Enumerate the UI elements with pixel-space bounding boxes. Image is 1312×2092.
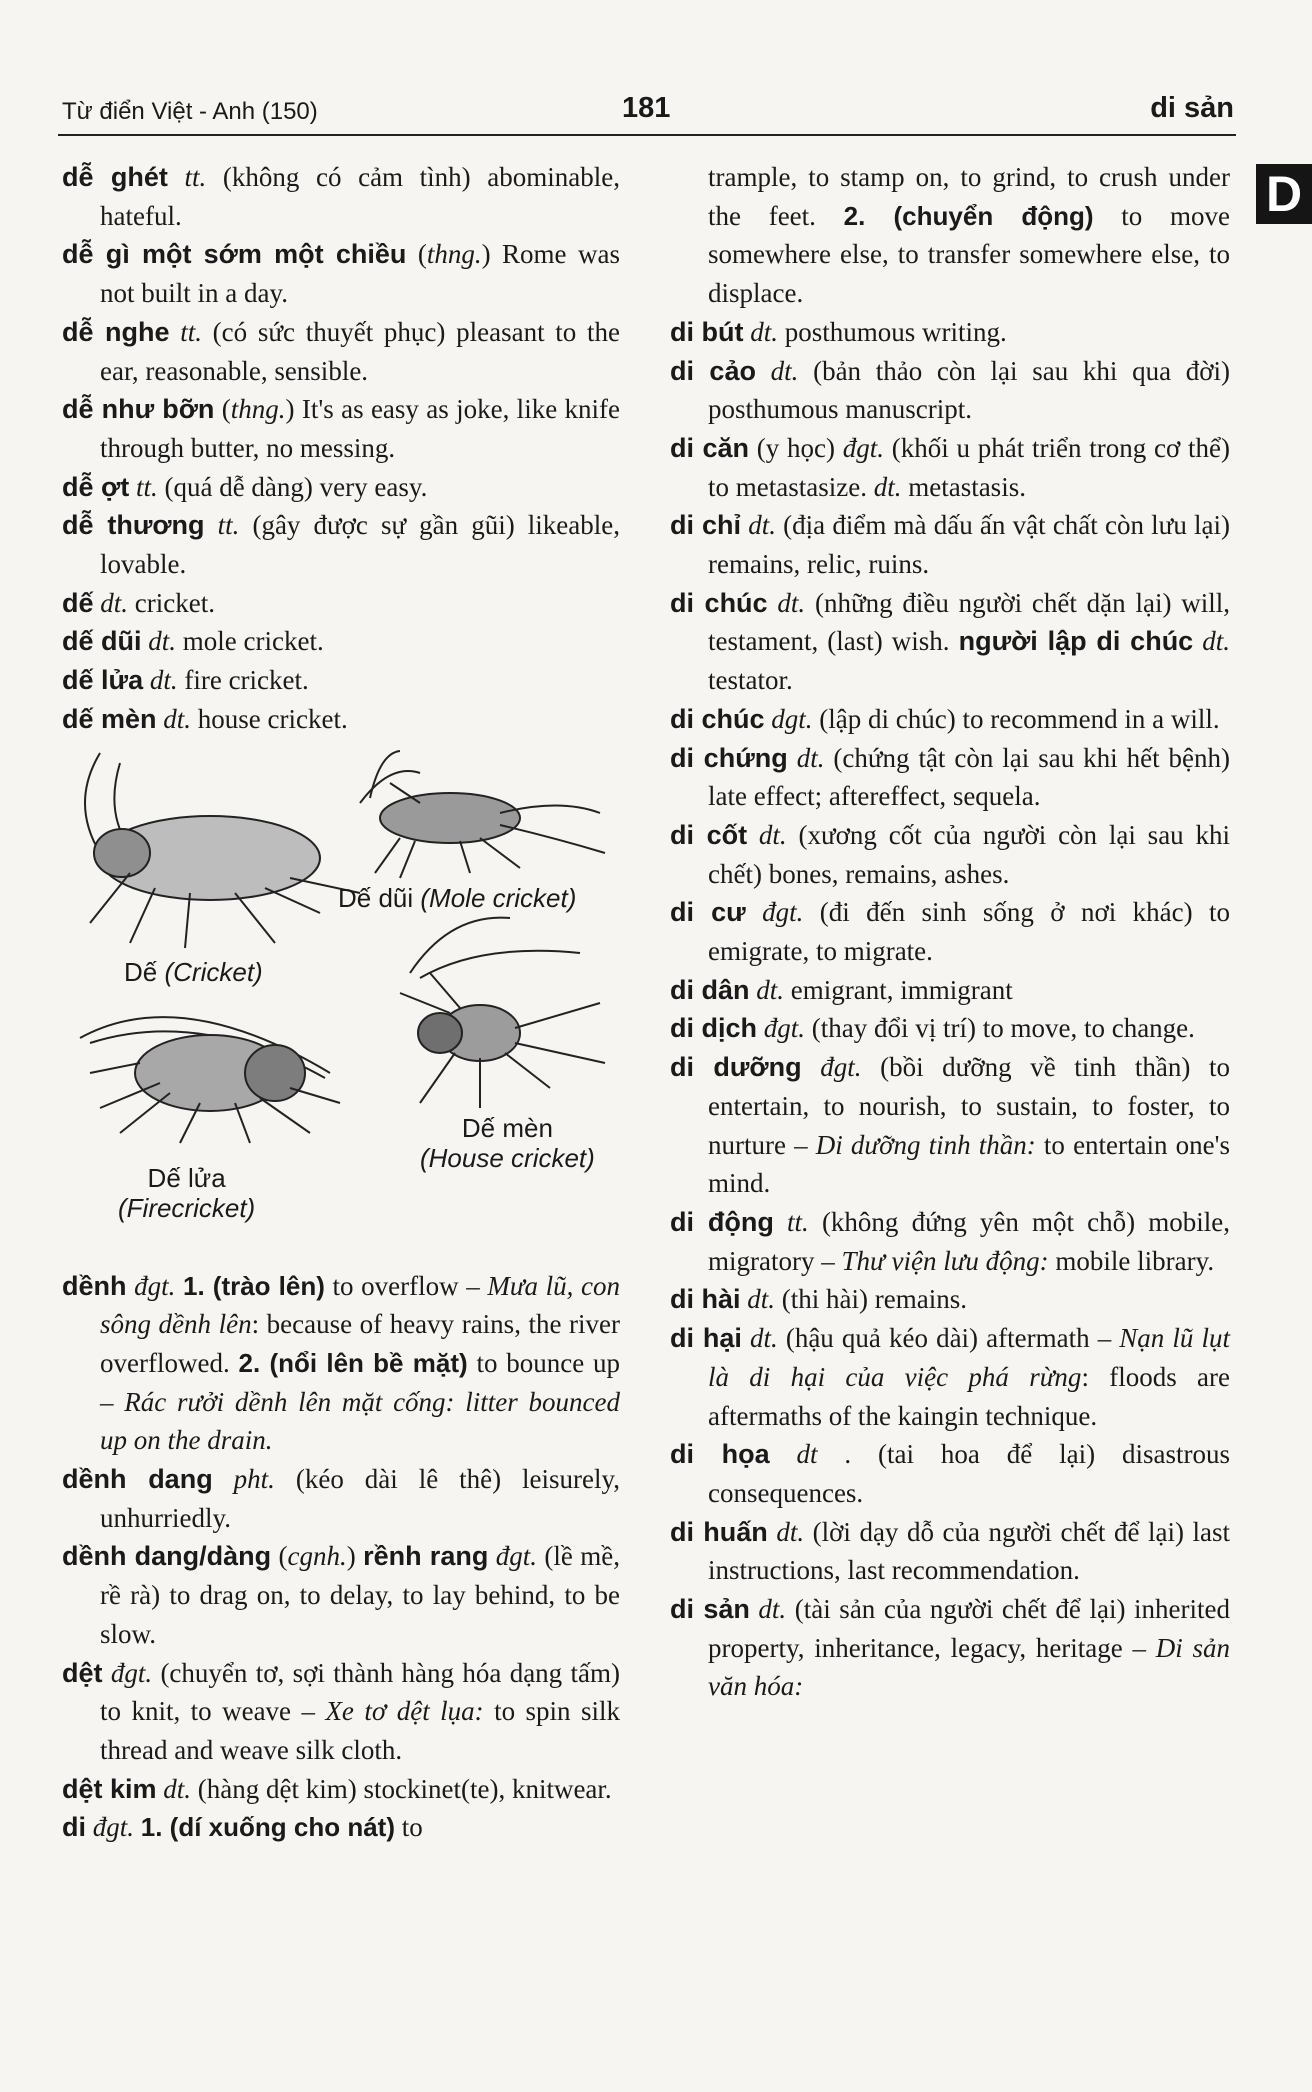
- caption-mole-cricket: Dế dũi (Mole cricket): [338, 882, 577, 913]
- entry-di-cu: di cư đgt. (đi đến sinh sống ở nơi khác) to emigrate, to migrate.: [670, 897, 1230, 967]
- entry-denh-dang-dang: dềnh dang/dàng (cgnh.) rềnh rang đgt. (lề mề, rề rà) to drag on, to delay, to lay behind, to be slow.: [62, 1541, 620, 1649]
- entry-de-dui: dế dũi dt. mole cricket.: [62, 626, 324, 657]
- entry-di-hai-remains: di hài dt. (thi hài) remains.: [670, 1284, 967, 1315]
- entry-di-can: di căn (y học) đgt. (khối u phát triển trong cơ thể) to metastasize. dt. metastasis.: [670, 432, 1230, 502]
- page-header: [62, 92, 1234, 132]
- entry-di-dich: di dịch đgt. (thay đổi vị trí) to move, to change.: [670, 1013, 1195, 1044]
- caption-house-cricket: Dế mèn (House cricket): [420, 1112, 595, 1173]
- entry-di-cao: di cảo dt. (bản thảo còn lại sau khi qua đời) posthumous manuscript.: [670, 355, 1230, 425]
- entry-di-hai-aftermath: di hại dt. (hậu quả kéo dài) aftermath – Nạn lũ lụt là di hại của việc phá rừng: floods are aftermaths of the kaingin technique.: [670, 1323, 1231, 1431]
- entry-denh: dềnh đgt. 1. (trào lên) to overflow – Mưa lũ, con sông dềnh lên: because of heavy rains, the river overflowed. 2. (nổi lên bề mặt) to bounce up – Rác rưởi dềnh lên mặt cống: litter bounced up on the drain.: [62, 1270, 621, 1456]
- entry-di-chi: di chỉ dt. (địa điểm mà dấu ấn vật chất còn lưu lại) remains, relic, ruins.: [670, 510, 1231, 580]
- cricket-illustration: [60, 743, 620, 1261]
- left-column: [62, 158, 620, 1847]
- entry-de-thuong: dễ thương tt. (gây được sự gần gũi) likeable, lovable.: [62, 510, 620, 580]
- house-cricket-drawing: [400, 917, 605, 1107]
- entry-di-dong: di động tt. (không đứng yên một chỗ) mobile, migratory – Thư viện lưu động: mobile library.: [670, 1206, 1231, 1276]
- entry-di-huan: di huấn dt. (lời dạy dỗ của người chết để lại) last instructions, last recommendation.: [670, 1516, 1231, 1586]
- header-book-title: Từ điển Việt - Anh (150): [62, 98, 318, 125]
- entry-di-cot: di cốt dt. (xương cốt của người còn lại sau khi chết) bones, remains, ashes.: [670, 819, 1231, 889]
- entry-di-duong: di dưỡng đgt. (bồi dưỡng về tinh thần) to entertain, to nourish, to sustain, to foster, to nurture – Di dưỡng tinh thần: to entertain one's mind.: [670, 1052, 1231, 1199]
- entry-det-kim: dệt kim dt. (hàng dệt kim) stockinet(te), knitwear.: [62, 1773, 612, 1804]
- right-column: [670, 158, 1230, 1706]
- header-guide-word: di sản: [1150, 92, 1234, 124]
- thumb-index-tab: D: [1256, 164, 1312, 224]
- cricket-drawing: [85, 753, 360, 948]
- entry-di-san: di sản dt. (tài sản của người chết để lại) inherited property, inheritance, legacy, heritage – Di sản văn hóa:: [670, 1594, 1230, 1702]
- entry-di-dan: di dân dt. emigrant, immigrant: [670, 974, 1013, 1005]
- entry-di: di đgt. 1. (dí xuống cho nát) to: [62, 1812, 423, 1843]
- header-rule: [58, 134, 1236, 136]
- entry-de-nhu-bon: dễ như bỡn (thng.) It's as easy as joke, like knife through butter, no messing.: [62, 394, 620, 463]
- entry-de: dế dt. cricket.: [62, 587, 215, 618]
- caption-fire-cricket: Dế lửa (Firecricket): [118, 1162, 256, 1223]
- entry-de-lua: dế lửa dt. fire cricket.: [62, 665, 309, 696]
- entry-de-gi: dễ gì một sớm một chiều (thng.) Rome was not built in a day.: [62, 239, 620, 309]
- entry-di-chuc-noun: di chúc dt. (những điều người chết dặn lại) will, testament, (last) wish. người lập di chúc dt. testator.: [670, 587, 1231, 696]
- entry-de-nghe: dễ nghe tt. (có sức thuyết phục) pleasant to the ear, reasonable, sensible.: [62, 316, 620, 386]
- entry-di-but: di bút dt. posthumous writing.: [670, 316, 1007, 347]
- entry-det: dệt đgt. (chuyển tơ, sợi thành hàng hóa dạng tấm) to knit, to weave – Xe tơ dệt lụa: to spin silk thread and weave silk cloth.: [62, 1657, 620, 1765]
- mole-cricket-drawing: [360, 751, 605, 878]
- entry-di-continued: trample, to stamp on, to grind, to crush under the feet. 2. (chuyển động) to move somewhere else, to transfer somewhere else, to displace.: [708, 162, 1230, 309]
- entry-di-chung: di chứng dt. (chứng tật còn lại sau khi hết bệnh) late effect; aftereffect, sequela.: [670, 742, 1230, 812]
- entry-denh-dang: dềnh dang pht. (kéo dài lê thê) leisurely, unhurriedly.: [62, 1464, 621, 1533]
- entry-di-chuc-verb: di chúc dgt. (lập di chúc) to recommend in a will.: [670, 703, 1220, 734]
- entry-de-ghet: dễ ghét tt. (không có cảm tình) abominable, hateful.: [62, 162, 620, 231]
- entry-di-hoa: di họa dt . (tai hoa để lại) disastrous consequences.: [670, 1439, 1231, 1508]
- entry-de-ot: dễ ợt tt. (quá dễ dàng) very easy.: [62, 471, 428, 502]
- fire-cricket-drawing: [80, 1017, 340, 1143]
- entry-de-men: dế mèn dt. house cricket.: [62, 703, 348, 734]
- header-page-number: 181: [622, 92, 671, 124]
- caption-cricket: Dế (Cricket): [124, 956, 263, 987]
